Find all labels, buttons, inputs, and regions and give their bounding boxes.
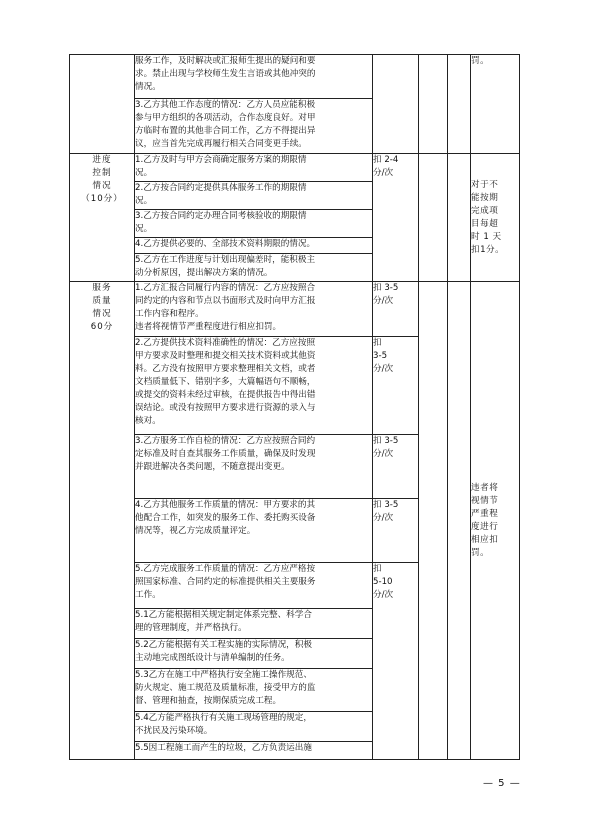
item-text: 服务工作，及时解决或汇报师生提出的疑问和要 求。禁止出现与学校师生发生言语或其他冲突的 情况。 bbox=[135, 56, 316, 92]
category-label: 情况 bbox=[92, 181, 112, 191]
score-cell bbox=[373, 337, 419, 435]
page-number: — 5 — bbox=[483, 778, 521, 789]
blank-cell bbox=[419, 154, 448, 282]
item-text: 3.乙方服务工作自检的情况：乙方应按照合同约 定标准及时自查其服务工作质量，确保及时发现 并跟进解决各类问题，不随意提出变更。 bbox=[135, 436, 316, 472]
item-cell bbox=[135, 210, 373, 238]
score-cell bbox=[373, 563, 419, 760]
item-cell bbox=[135, 154, 373, 182]
score-text: 扣 3-5 分/次 bbox=[373, 283, 399, 306]
blank-cell bbox=[419, 55, 448, 154]
score-cell bbox=[373, 154, 419, 282]
category-label: 情况 bbox=[92, 309, 112, 319]
score-text: 扣 5-10 分/次 bbox=[373, 564, 394, 600]
score-cell bbox=[373, 282, 419, 337]
note-text: 违者将 视情节 严重程 度进行 相应扣 罚。 bbox=[471, 482, 499, 558]
category-label: 质量 bbox=[92, 296, 112, 306]
category-label: 控制 bbox=[92, 168, 112, 178]
item-cell bbox=[135, 254, 373, 282]
blank-cell bbox=[448, 282, 471, 760]
score-text: 扣 3-5 分/次 bbox=[373, 338, 394, 374]
category-label: 服务 bbox=[92, 283, 112, 293]
score-cell bbox=[373, 55, 419, 154]
blank-cell bbox=[448, 55, 471, 154]
category-score-label: （10分） bbox=[81, 194, 123, 204]
item-cell bbox=[135, 435, 373, 499]
note-cell bbox=[471, 282, 520, 760]
item-cell bbox=[135, 55, 373, 99]
blank-cell bbox=[419, 282, 448, 760]
note-text: 对于不 能按期 完成项 目每超 时 1 天 扣1分。 bbox=[471, 179, 505, 255]
item-text: 5.4乙方能严格执行有关施工现场管理的规定， 不扰民及污染环境。 bbox=[135, 713, 312, 736]
item-cell bbox=[135, 742, 373, 760]
item-text: 3.乙方其他工作态度的情况：乙方人员应能积极 参与甲方组织的各项活动，合作态度良好。对甲 方临时布置的其他非合同工作，乙方不得提出异 议，应当首先完成再履行相关合同变更手续。 bbox=[135, 100, 316, 149]
item-text: 5.5因工程施工而产生的垃圾，乙方负责运出施 bbox=[135, 743, 312, 753]
item-text: 5.乙方在工作进度与计划出现偏差时，能积极主 动分析原因，提出解决方案的情况。 bbox=[135, 255, 316, 278]
score-text: 扣 3-5 分/次 bbox=[373, 436, 399, 459]
category-label: 进度 bbox=[92, 155, 112, 165]
item-text: 5.乙方完成服务工作质量的情况：乙方应严格按 照国家标准、合同约定的标准提供相关主要服务 工作。 bbox=[135, 564, 316, 600]
item-cell bbox=[135, 609, 373, 639]
item-cell bbox=[135, 238, 373, 254]
score-cell bbox=[373, 435, 419, 499]
note-cell bbox=[471, 154, 520, 282]
item-cell bbox=[135, 99, 373, 154]
category-progress bbox=[70, 154, 135, 282]
score-text: 扣 3-5 分/次 bbox=[373, 500, 399, 523]
note-cell bbox=[471, 55, 520, 154]
item-text: 5.3乙方在施工中严格执行安全施工操作规范、 防火规定、施工规范及质量标准，接受甲方的监 督、管理和抽查，按期保质完成工程。 bbox=[135, 670, 316, 706]
item-text: 1.乙方及时与甲方会商确定服务方案的期限情 况。 bbox=[135, 155, 307, 178]
category-score-label: 60分 bbox=[90, 322, 114, 332]
item-text: 5.2乙方能根据有关工程实施的实际情况，积极 主动地完成图纸设计与清单编制的任务。 bbox=[135, 640, 312, 663]
item-text: 3.乙方按合同约定办理合同考核验收的期限情 况。 bbox=[135, 211, 307, 234]
assessment-table bbox=[69, 54, 520, 760]
blank-cell bbox=[448, 154, 471, 282]
item-cell bbox=[135, 499, 373, 563]
item-text: 4.乙方提供必要的、全部技术资料期限的情况。 bbox=[135, 239, 316, 249]
item-cell bbox=[135, 282, 373, 337]
item-text: 5.1乙方能根据相关规定制定体系完整、科学合 理的管理制度，并严格执行。 bbox=[135, 610, 312, 633]
score-cell bbox=[373, 499, 419, 563]
item-cell bbox=[135, 182, 373, 210]
score-text: 扣 2-4 分/次 bbox=[373, 155, 399, 178]
item-text: 1.乙方汇报合同履行内容的情况：乙方应按照合 同约定的内容和节点以书面形式及时向甲方汇报 工作内容和程序。 违者将视情节严重程度进行相应扣罚。 bbox=[135, 283, 316, 332]
note-text: 罚。 bbox=[471, 56, 490, 66]
item-cell bbox=[135, 712, 373, 742]
category-cell-continued bbox=[70, 55, 135, 154]
item-text: 4.乙方其他服务工作质量的情况：甲方要求的其 他配合工作，如突发的服务工作、委托购买设备 情况等，视乙方完成质量评定。 bbox=[135, 500, 316, 536]
category-quality bbox=[70, 282, 135, 760]
item-text: 2.乙方按合同约定提供具体服务工作的期限情 况。 bbox=[135, 183, 307, 206]
item-cell bbox=[135, 563, 373, 609]
item-cell bbox=[135, 669, 373, 712]
item-cell bbox=[135, 639, 373, 669]
item-text: 2.乙方提供技术资料准确性的情况：乙方应按照 甲方要求及时整理和提交相关技术资料或其他资 料。乙方没有按照甲方要求整理相关文档，或者 文档质量低下、错别字多，大篇幅语句不顺畅， 或提交的资料未经过审核，在提供报告中得出错 误结论。或没有按照甲方要求进行资源的录入与 核对。 bbox=[135, 338, 316, 426]
item-cell bbox=[135, 337, 373, 435]
